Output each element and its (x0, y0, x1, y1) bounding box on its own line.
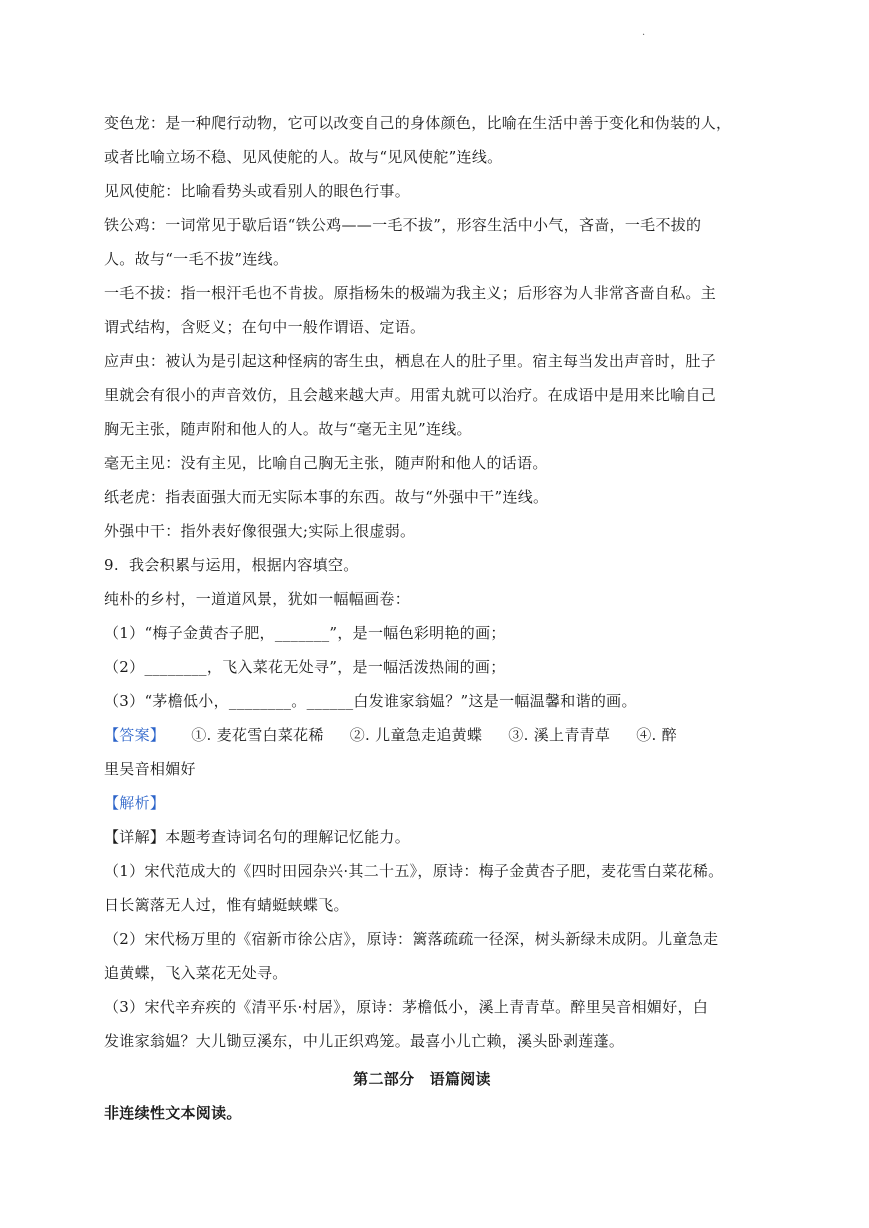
section-title: 第二部分 语篇阅读 (353, 1070, 491, 1088)
detail-line: 追黄蝶，飞入菜花无处寻。 (104, 964, 288, 982)
detail-line: 【详解】本题考查诗词名句的理解记忆能力。 (104, 828, 411, 846)
answer-line (104, 718, 740, 752)
detail-line: 发谁家翁媪？大儿锄豆溪东，中儿正织鸡笼。最喜小儿亡赖，溪头卧剥莲蓬。 (104, 1032, 625, 1050)
text-line: 谓式结构，含贬义；在句中一般作谓语、定语。 (104, 318, 426, 336)
document-body (104, 106, 740, 1130)
question-9: 9. 我会积累与运用，根据内容填空。 (104, 556, 359, 574)
header-mark: · (642, 30, 646, 41)
text-line: 铁公鸡：一词常见于歇后语“铁公鸡——一毛不拔”，形容生活中小气，吝啬，一毛不拔的 (104, 216, 702, 234)
answer-item: ①. 麦花雪白菜花稀 (191, 726, 324, 744)
blank-3: （3）“茅檐低小，________。______白发谁家翁媪？”这是一幅温馨和谐的画。 (104, 692, 637, 710)
text-line: 里就会有很小的声音效仿，且会越来越大声。用雷丸就可以治疗。在成语中是用来比喻自己 (104, 386, 717, 404)
subsection-title: 非连续性文本阅读。 (104, 1104, 242, 1122)
question-intro: 纯朴的乡村，一道道风景，犹如一幅幅画卷： (104, 590, 411, 608)
answer-item: ②. 儿童急走追黄蝶 (349, 726, 483, 744)
answer-item: ④. 醉 (636, 726, 677, 744)
text-line: 纸老虎：指表面强大而无实际本事的东西。故与“外强中干”连线。 (104, 488, 549, 506)
text-line: 见风使舵：比喻看势头或看别人的眼色行事。 (104, 182, 411, 200)
answer-label: 【答案】 (104, 726, 166, 744)
detail-line: （3）宋代辛弃疾的《清平乐·村居》，原诗：茅檐低小，溪上青青草。醉里吴音相媚好，白 (104, 998, 709, 1016)
text-line: 变色龙：是一种爬行动物，它可以改变自己的身体颜色，比喻在生活中善于变化和伪装的人， (104, 114, 732, 132)
text-line: 胸无主张，随声附和他人的人。故与“毫无主见”连线。 (104, 420, 472, 438)
answer-continuation: 里吴音相媚好 (104, 760, 196, 778)
blank-2: （2）________，飞入菜花无处寻”，是一幅活泼热闹的画； (104, 658, 506, 676)
text-line: 或者比喻立场不稳、见风使舵的人。故与“见风使舵”连线。 (104, 148, 503, 166)
detail-line: 日长篱落无人过，惟有蜻蜓蛱蝶飞。 (104, 896, 349, 914)
text-line: 一毛不拔：指一根汗毛也不肯拔。原指杨朱的极端为我主义；后形容为人非常吝啬自私。主 (104, 284, 717, 302)
answer-item: ③. 溪上青青草 (508, 726, 611, 744)
analysis-label: 【解析】 (104, 794, 166, 812)
detail-line: （2）宋代杨万里的《宿新市徐公店》，原诗：篱落疏疏一径深，树头新绿未成阴。儿童急走 (104, 930, 719, 948)
text-line: 外强中干：指外表好像很强大;实际上很虚弱。 (104, 522, 416, 540)
text-line: 人。故与“一毛不拔”连线。 (104, 250, 289, 268)
text-line: 毫无主见：没有主见，比喻自己胸无主张，随声附和他人的话语。 (104, 454, 548, 472)
detail-line: （1）宋代范成大的《四时田园杂兴·其二十五》，原诗：梅子金黄杏子肥，麦花雪白菜花稀。 (104, 862, 724, 880)
text-line: 应声虫：被认为是引起这种怪病的寄生虫，栖息在人的肚子里。宿主每当发出声音时，肚子 (104, 352, 717, 370)
blank-1: （1）“梅子金黄杏子肥，_______”，是一幅色彩明艳的画； (104, 624, 506, 642)
